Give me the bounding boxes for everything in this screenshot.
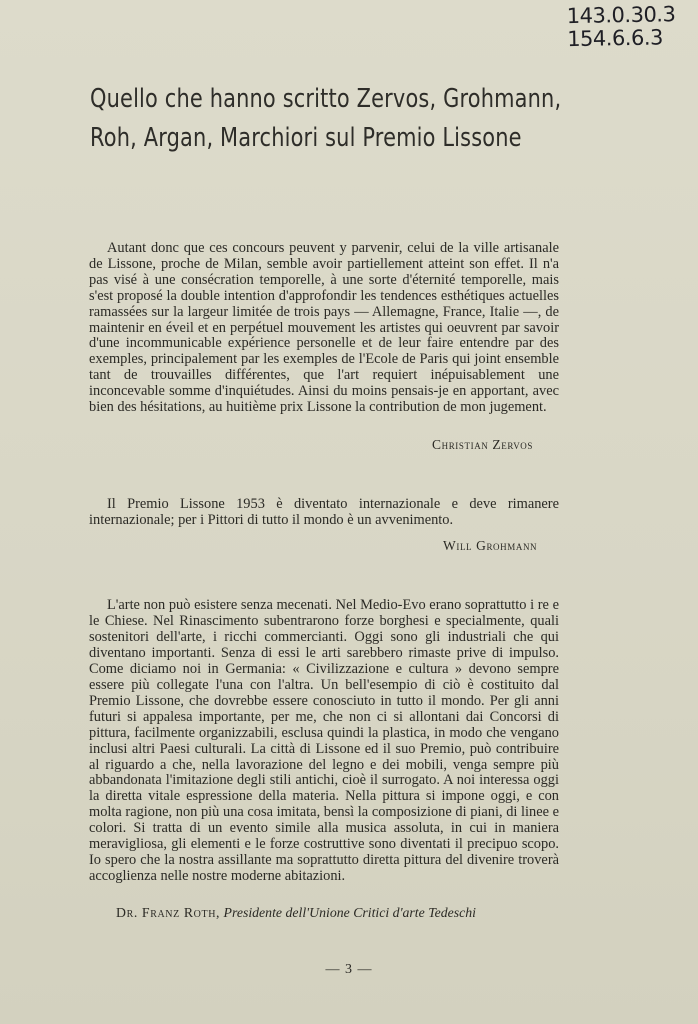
paragraph-text: Il Premio Lissone 1953 è diventato internazionale e deve rimanere internazionale; per i Pittori di tutto il mondo è un avvenimento. [89,496,559,528]
paragraph-text: Autant donc que ces concours peuvent y parvenir, celui de la ville artisanale de Lissone, proche de Milan, semble avoir partiellement atteint son effet. Il n'a pas visé à une consécration temporelle, à une sorte d'éternité temporelle, mais s'est proposé la double intention d'approfondir les tendences esthétiques actuelles ramassées sur la largeur limitée de trois pays — Allemagne, France, Italie —, de maintenir en éveil et en perpétuel mouvement les artistes qui oeuvrent par savoir d'une incommunicable expérience personelle et de leur faire entendre par des exemples, principalement par les exemples de l'Ecole de Paris qui joint ensemble tant de trouvailles différentes, que l'art requiert inépuisablement une inconcevable somme d'inquiétudes. Ainsi du moins pensais-je en apportant, avec bien des hésitations, au huitième prix Lissone la contribution de mon jugement. [89,240,559,416]
title-line: Roh, Argan, Marchiori sul Premio Lissone [90,123,522,153]
grohmann-paragraph [89,497,559,529]
grohmann-signature: Will Grohmann [443,538,538,553]
handwritten-archive-note [567,3,693,51]
page-title [90,80,623,158]
zervos-paragraph [89,241,559,416]
signature-role: Presidente dell'Unione Critici d'arte Tedeschi [223,905,476,920]
roth-paragraph [89,598,559,885]
page-number: — 3 — [325,962,373,977]
archive-note-line: 154.6.6.3 [566,25,664,52]
title-line: Quello che hanno scritto Zervos, Grohmann, [90,84,562,114]
paragraph-text: L'arte non può esistere senza mecenati. Nel Medio-Evo erano soprattutto i re e le Chiese. Nel Rinascimento subentrarono forze borghesi e specialmente, quali sostenitori dell'arte, i ricchi commercianti. Oggi sono gli industriali che qui diventano importanti. Senza di essi le arti sarebbero rimaste prive di impulso. Come diciamo noi in Germania: « Civilizzazione e cultura » devono sempre essere più collegate l'una con l'altra. Un bell'esempio di ciò è costituito dal Premio Lissone, che dovrebbe essere conosciuto in tutto il mondo. Per gli anni futuri si appalesa importante, per me, che non ci si allontani dai Concorsi di pittura, facilmente organizzabili, esclusa quindi la plastica, in modo che vengano inclusi altri Paesi culturali. La città di Lissone ed il suo Premio, può contribuire al riguardo a che, nella lavorazione del legno e dei mobili, venga sempre più abbandonata l'imitazione degli stili antichi, cioè il surrogato. A noi interessa oggi la diretta vitale espressione della materia. Nella pittura si impone oggi, e con molta ragione, non più una cosa imitata, bensì la composizione di piani, di linee e colori. Si tratta di un evento simile alla musica assoluta, in cui in maniera meravigliosa, gli elementi e le forze costruttive sono diventati il precipuo scopo. Io spero che la nostra assillante ma soprattutto diretta pittura del divenire troverà accoglienza nelle nostre moderne abitazioni. [89,597,559,885]
zervos-signature: Christian Zervos [432,437,534,452]
archive-note-line: 143.0.30.3 [566,2,676,29]
roth-signature [116,905,476,921]
signature-name: Dr. Franz Roth, [116,905,221,920]
